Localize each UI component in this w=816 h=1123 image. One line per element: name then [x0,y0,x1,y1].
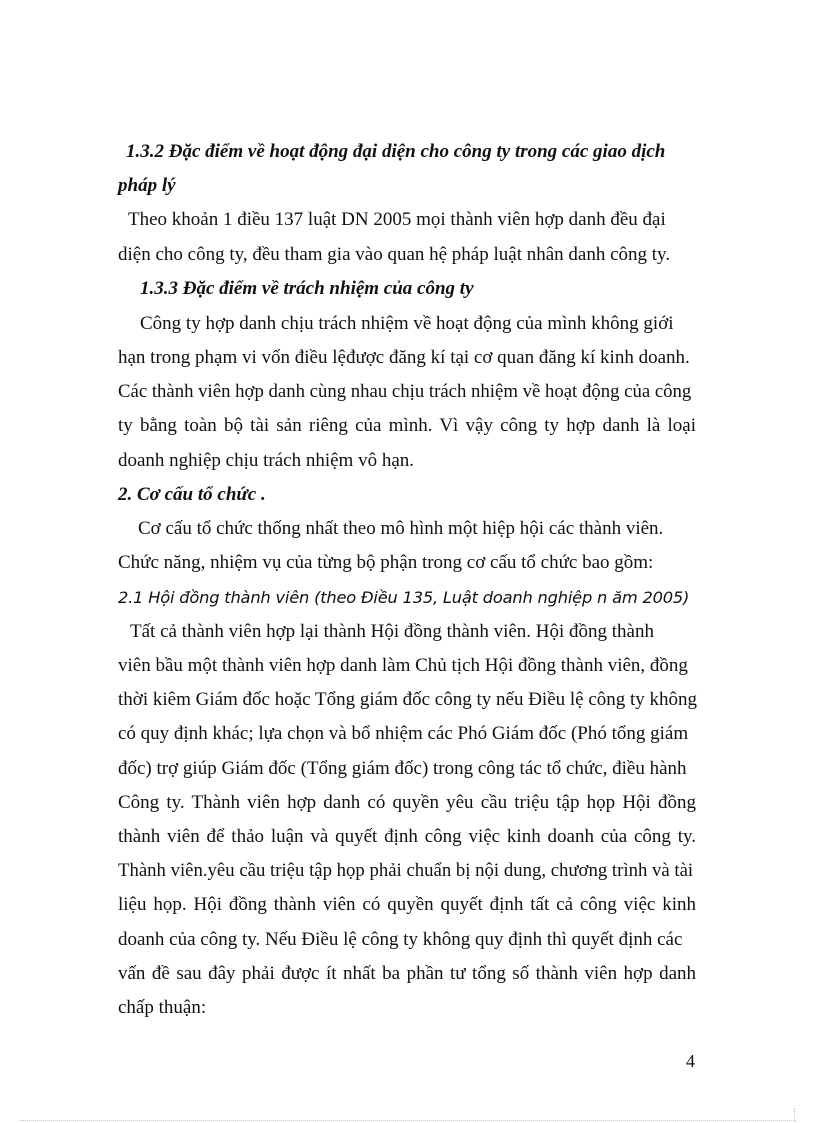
paragraph-line: có quy định khác; lựa chọn và bổ nhiệm các Phó Giám đốc (Phó tổng giám [118,723,689,744]
paragraph-line: doanh nghiệp chịu trách nhiệm vô hạn. [118,450,415,471]
paragraph-line: Công ty hợp danh chịu trách nhiệm về hoạt động của mình không giới [140,313,674,334]
paragraph-line: chấp thuận: [118,997,207,1018]
paragraph-line: diện cho công ty, đều tham gia vào quan hệ pháp luật nhân danh công ty. [118,244,671,265]
paragraph-line: Theo khoản 1 điều 137 luật DN 2005 mọi thành viên hợp danh đều đại [128,209,666,230]
paragraph-line: Tất cả thành viên hợp lại thành Hội đồng thành viên. Hội đồng thành [130,621,654,642]
paragraph-line: Chức năng, nhiệm vụ của từng bộ phận trong cơ cấu tổ chức bao gồm: [118,552,654,573]
paragraph-line: viên bầu một thành viên hợp danh làm Chủ tịch Hội đồng thành viên, đồng [118,655,688,676]
heading-section-2: 2. Cơ cấu tổ chức . [118,484,266,505]
paragraph-line: vấn đề sau đây phải được ít nhất ba phần tư tổng số thành viên hợp danh [118,963,696,984]
paragraph-line: đốc) trợ giúp Giám đốc (Tổng giám đốc) trong công tác tổ chức, điều hành [118,758,687,779]
paragraph-line: Thành viên.yêu cầu triệu tập họp phải chuẩn bị nội dung, chương trình và tài [118,860,694,881]
heading-2-1: 2.1 Hội đồng thành viên (theo Điều 135, Luật doanh nghiệp n ăm 2005) [118,588,690,607]
paragraph-line: thời kiêm Giám đốc hoặc Tổng giám đốc công ty nếu Điều lệ công ty không [118,689,698,710]
paragraph-line: Công ty. Thành viên hợp danh có quyền yêu cầu triệu tập họp Hội đồng [118,792,696,813]
heading-1-3-2-line2: pháp lý [118,175,176,196]
page-number: 4 [686,1051,695,1071]
paragraph-line: Các thành viên hợp danh cùng nhau chịu trách nhiệm về hoạt động của công [118,381,692,402]
paragraph-line: ty bằng toàn bộ tài sản riêng của mình. Vì vậy công ty hợp danh là loại [118,415,696,436]
paragraph-line: doanh của công ty. Nếu Điều lệ công ty không quy định thì quyết định các [118,929,683,950]
heading-1-3-3: 1.3.3 Đặc điểm về trách nhiệm của công ty [140,278,474,299]
paragraph-line: liệu họp. Hội đồng thành viên có quyền quyết định tất cả công việc kinh [118,894,696,915]
heading-1-3-2-line1: 1.3.2 Đặc điểm về hoạt động đại diện cho công ty trong các giao dịch [126,141,666,162]
paragraph-line: hạn trong phạm vi vốn điều lệđược đăng kí tại cơ quan đăng kí kinh doanh. [118,347,690,368]
page-bottom-border [20,1120,796,1121]
paragraph-line: thành viên để thảo luận và quyết định công việc kinh doanh của công ty. [118,826,696,847]
page-corner-border [794,1108,795,1122]
paragraph-line: Cơ cấu tổ chức thống nhất theo mô hình một hiệp hội các thành viên. [138,518,664,539]
